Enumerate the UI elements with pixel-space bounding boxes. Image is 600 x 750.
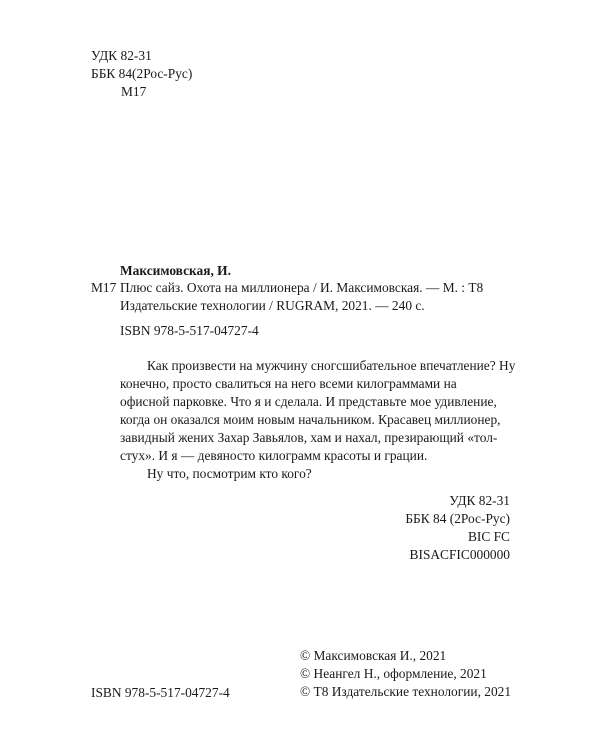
classification-codes [405,492,510,564]
bib-line-2: Издательские технологии / RUGRAM, 2021. — 240 с. [120,298,425,313]
author-mark: М17 [121,84,147,99]
bisac-code: BISACFIC000000 [409,547,510,562]
annotation-line: конечно, просто свалиться на него всеми килограммами на [120,376,457,391]
udk-code-right: УДК 82-31 [449,493,510,508]
isbn-bib: ISBN 978-5-517-04727-4 [120,323,259,338]
udk-code: УДК 82-31 [91,48,152,63]
annotation-line: завидный жених Захар Завьялов, хам и нахал, презирающий «тол- [120,430,498,445]
top-classification-codes [91,47,192,101]
bib-line-1: Плюс сайз. Охота на миллионера / И. Максимовская. — М. : Т8 [120,280,484,295]
annotation-line: Как произвести на мужчину сногсшибательное впечатление? Ну [147,358,516,373]
annotation-line: офисной парковке. Что я и сделала. И представьте мое удивление, [120,394,497,409]
copyright-line: © Неангел Н., оформление, 2021 [300,666,487,681]
copyright-block [300,647,511,701]
bic-code: BIC FC [467,529,510,544]
annotation-line: стух». И я — девяносто килограмм красоты и грации. [120,448,428,463]
annotation [120,357,516,483]
bbk-code: ББК 84(2Рос-Рус) [91,66,193,81]
author-name: Максимовская, И. [120,263,231,278]
bibliographic-description [120,279,483,315]
author-mark-bib: М17 [91,280,117,295]
annotation-line: Ну что, посмотрим кто кого? [147,466,312,481]
isbn-footer: ISBN 978-5-517-04727-4 [91,685,230,700]
copyright-line: © Т8 Издательские технологии, 2021 [300,684,512,699]
bbk-code-right: ББК 84 (2Рос-Рус) [405,511,510,526]
copyright-line: © Максимовская И., 2021 [300,648,447,663]
annotation-line: когда он оказался моим новым начальником. Красавец миллионер, [120,412,501,427]
